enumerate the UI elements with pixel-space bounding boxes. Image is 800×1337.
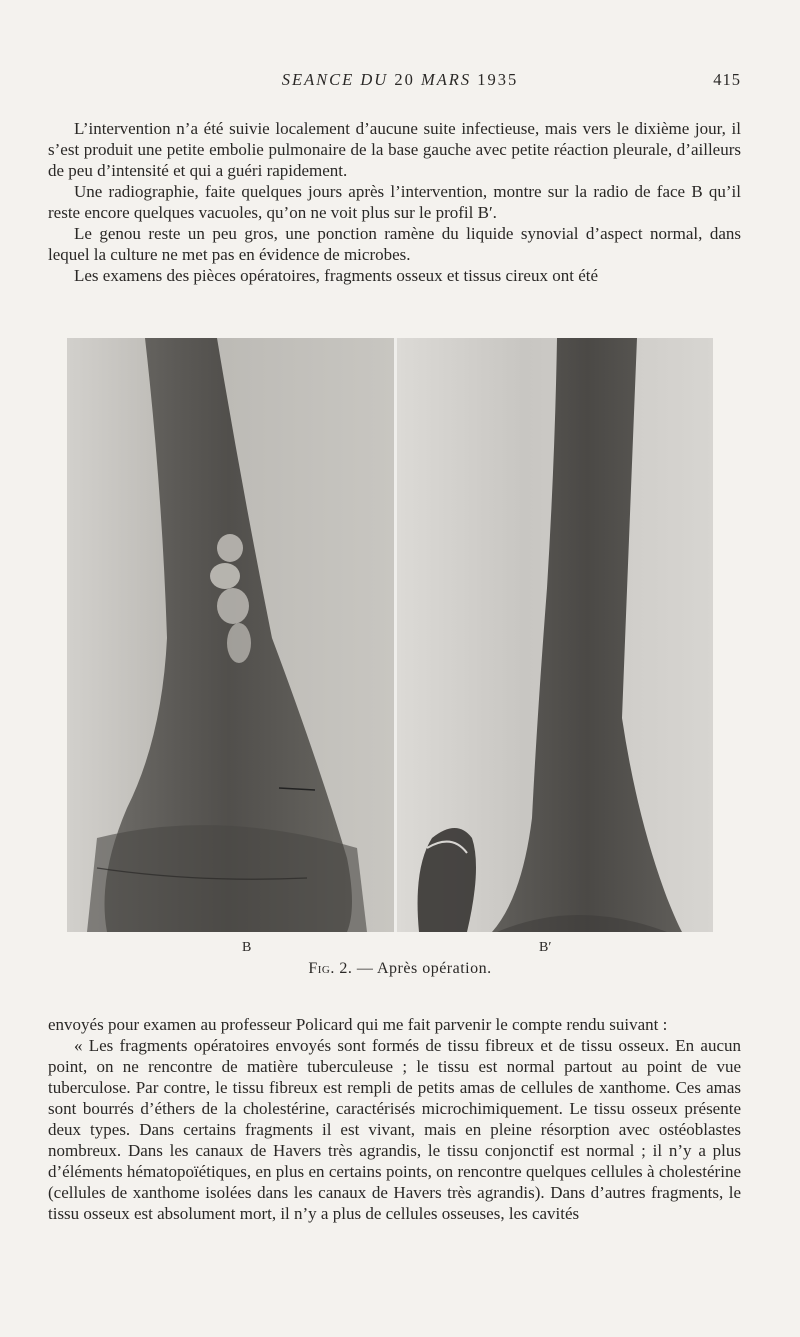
paragraph: Une radiographie, faite quelques jours après l’intervention, montre sur la radio de face B qu’il reste encore quelques vacuoles, qu’on ne voit plus sur le profil B′. <box>48 182 741 222</box>
running-title <box>0 70 800 90</box>
paragraph: envoyés pour examen au professeur Policard qui me fait parvenir le compte rendu suivant : <box>48 1015 668 1034</box>
page-number: 415 <box>713 70 741 89</box>
bottom-text-block <box>48 1014 741 1224</box>
femur-front-xray <box>67 338 394 932</box>
figure-caption <box>0 960 800 978</box>
running-title-month: MARS <box>420 70 472 89</box>
running-title-year: 1935 <box>477 70 519 89</box>
figure-label-b: B <box>242 940 252 955</box>
radiograph-profile-view <box>397 338 713 932</box>
paragraph: « Les fragments opératoires envoyés sont formés de tissu fibreux et de tissu osseux. En aucun point, on ne rencontre de matière tuberculeuse ; le tissu est normal partout au point de vue tuberculose. Par contre, le tissu fibreux est rempli de petits amas de cellules de xanthome. Ces amas sont bourrés d’éthers de la cholestérine, caractérisés microchimiquement. Le tissu osseux présente deux types. Dans certains fragments il est vivant, mais en pleine résorption avec ostéoblastes nombreux. Dans les canaux de Havers très agrandis, le tissu conjonctif est normal ; il n’y a plus d’éléments hématopoïétiques, en plus en certains points, on rencontre quelques cellules à cholestérine (cellules de xanthome isolées dans les canaux de Havers très agrandis). Dans d’autres fragments, le tissu osseux est absolument mort, il n’y a plus de cellules osseuses, les cavités <box>48 1036 741 1223</box>
paragraph: Le genou reste un peu gros, une ponction ramène du liquide synovial d’aspect normal, dans lequel la culture ne met pas en évidence de microbes. <box>48 224 741 264</box>
paragraph: L’intervention n’a été suivie localement d’aucune suite infectieuse, mais vers le dixième jour, il s’est produit une petite embolie pulmonaire de la base gauche avec petite réaction pleurale, d’ailleurs de peu d’intensité et qui a guéri rapidement. <box>48 119 741 180</box>
figure-label-b-prime: B′ <box>539 940 552 955</box>
figure-caption-text: — Après opération. <box>356 960 492 977</box>
femur-profile-xray <box>397 338 713 932</box>
running-title-seance: SEANCE DU <box>281 70 389 89</box>
figure-caption-number: Fig. 2. <box>308 960 353 977</box>
page-header <box>0 70 800 94</box>
paragraph: Les examens des pièces opératoires, fragments osseux et tissus cireux ont été <box>74 266 599 285</box>
radiograph-front-view <box>67 338 394 932</box>
radiograph-figure <box>67 338 713 932</box>
running-title-day: 20 <box>394 70 415 89</box>
top-text-block <box>48 118 741 286</box>
